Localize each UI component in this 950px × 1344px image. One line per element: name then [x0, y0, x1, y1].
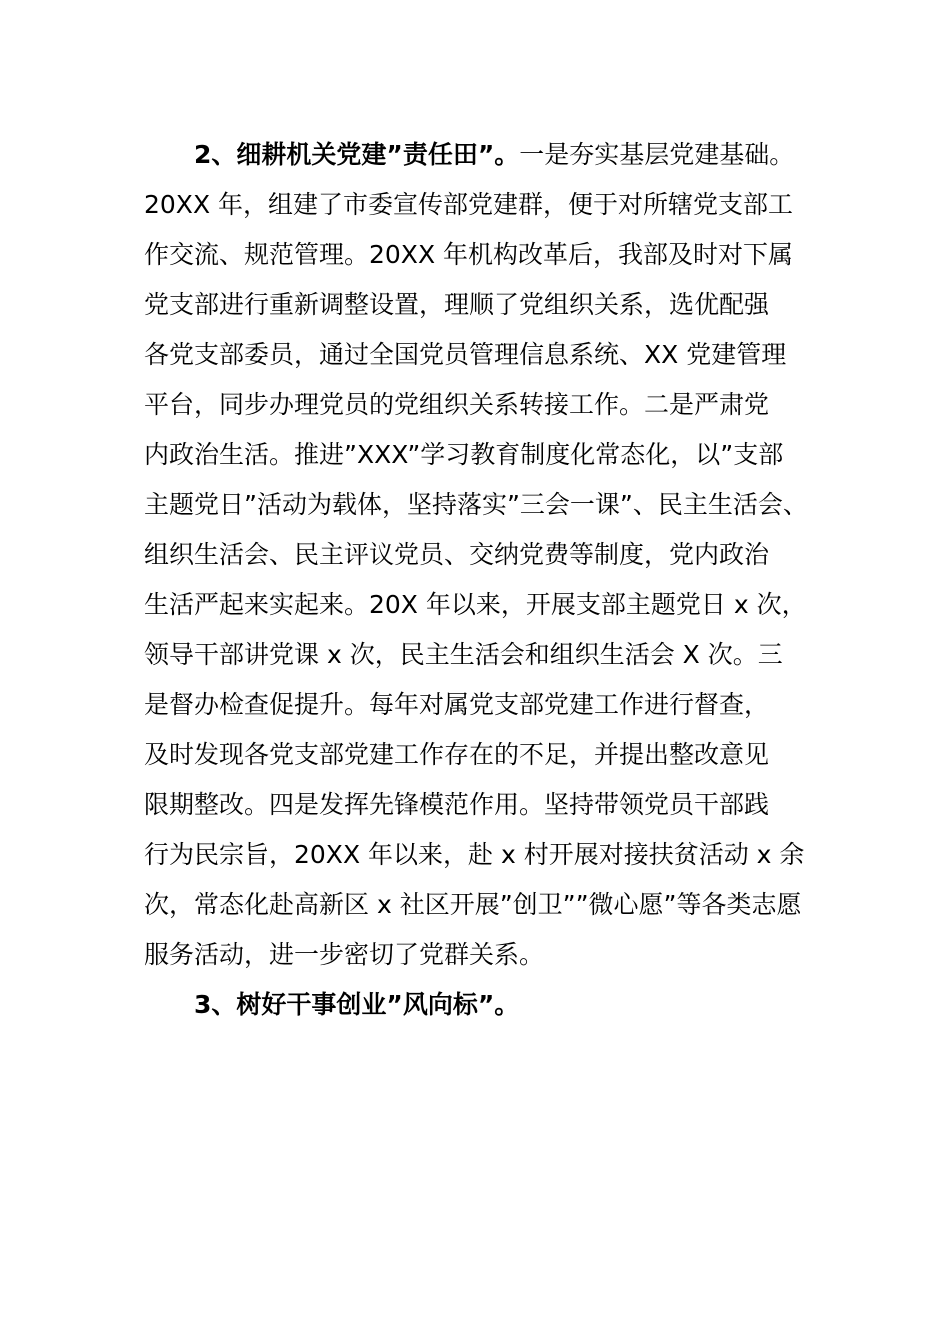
paragraph-line: 主题党日”活动为载体，坚持落实”三会一课”、民主生活会、 [144, 490, 808, 519]
paragraph-line: 20XX 年，组建了市委宣传部党建群，便于对所辖党支部工 [144, 190, 794, 219]
paragraph-line: 党支部进行重新调整设置，理顺了党组织关系，选优配强 [144, 290, 770, 319]
paragraph-line: 及时发现各党支部党建工作存在的不足，并提出整改意见 [144, 740, 770, 769]
paragraph-line: 领导干部讲党课 x 次，民主生活会和组织生活会 X 次。三 [144, 640, 783, 669]
paragraph-line: 组织生活会、民主评议党员、交纳党费等制度，党内政治 [144, 540, 770, 569]
paragraph-text: 一是夯实基层党建基础。 [519, 140, 795, 169]
paragraph-line: 次，常态化赴高新区 x 社区开展”创卫””微心愿”等各类志愿 [144, 890, 802, 919]
paragraph-line: 平台，同步办理党员的党组织关系转接工作。二是严肃党 [144, 390, 770, 419]
paragraph-line: 是督办检查促提升。每年对属党支部党建工作进行督查， [144, 690, 770, 719]
paragraph-line: 限期整改。四是发挥先锋模范作用。坚持带领党员干部践 [144, 790, 770, 819]
paragraph-line: 各党支部委员，通过全国党员管理信息系统、XX 党建管理 [144, 340, 787, 369]
paragraph-line: 作交流、规范管理。20XX 年机构改革后，我部及时对下属 [144, 240, 794, 269]
paragraph-line: 内政治生活。推进”XXX”学习教育制度化常态化，以”支部 [144, 440, 784, 469]
paragraph-line: 行为民宗旨，20XX 年以来，赴 x 村开展对接扶贫活动 x 余 [144, 840, 805, 869]
paragraph-line: 服务活动，进一步密切了党群关系。 [144, 940, 545, 969]
paragraph-first-line [144, 130, 844, 180]
section-3-heading: 3、树好干事创业”风向标”。 [194, 990, 520, 1019]
body-text [144, 130, 844, 1030]
paragraph-line: 生活严起来实起来。20X 年以来，开展支部主题党日 x 次， [144, 590, 807, 619]
section-2-heading: 2、细耕机关党建”责任田”。 [194, 140, 520, 169]
